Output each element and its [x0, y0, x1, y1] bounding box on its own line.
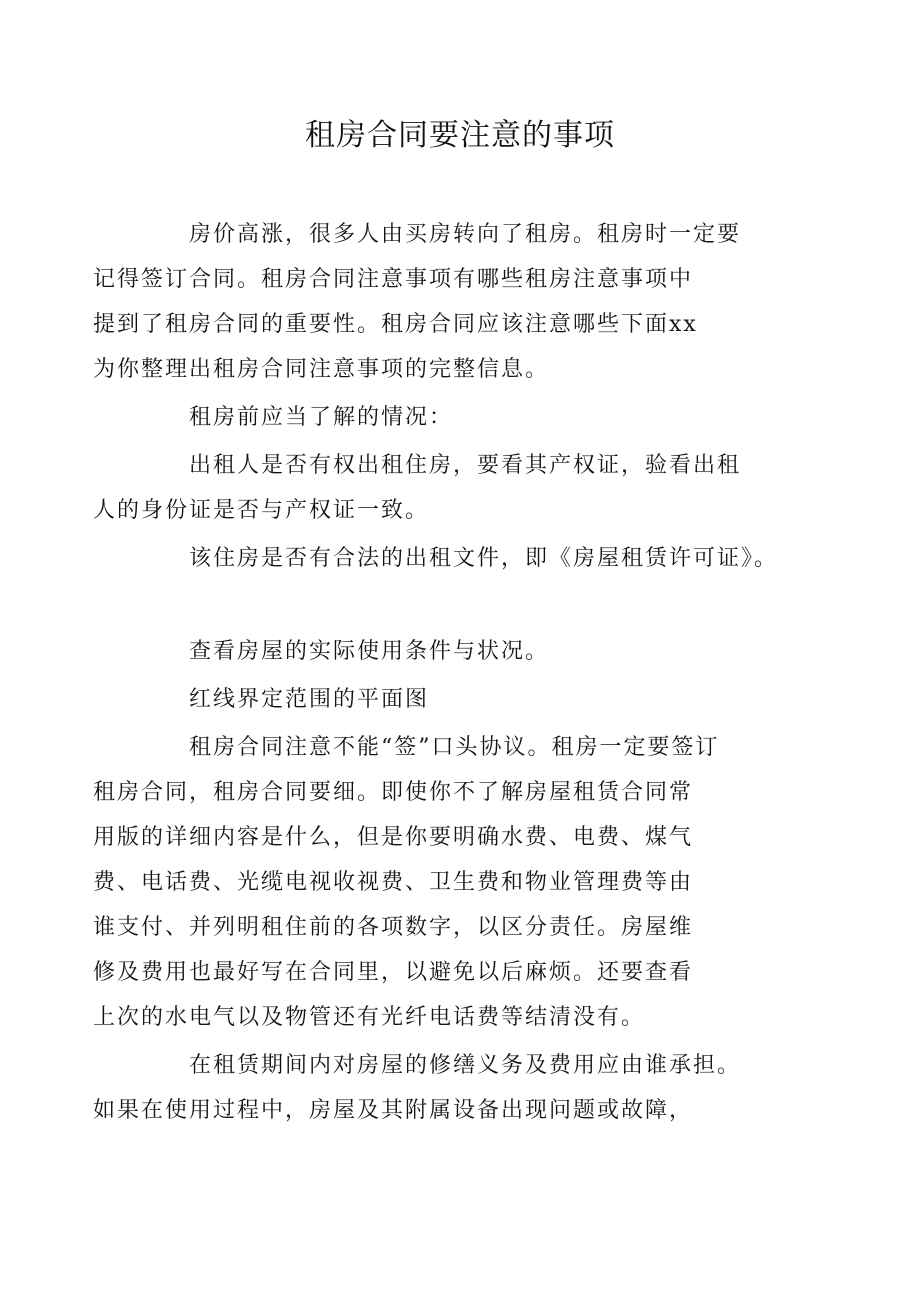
paragraph-line: 用版的详细内容是什么，但是你要明确水费、电费、煤气: [93, 825, 694, 850]
paragraph-written-contract: [93, 725, 781, 1040]
paragraph-line: 该住房是否有合法的出租文件，即《房屋租赁许可证》。: [189, 546, 779, 571]
paragraph-license: [141, 536, 781, 581]
paragraph-line: 提到了租房合同的重要性。租房合同应该注意哪些下面xx: [93, 312, 698, 337]
paragraph-line: 上次的水电气以及物管还有光纤电话费等结清没有。: [93, 1005, 646, 1030]
paragraph-before-renting: [141, 395, 781, 440]
paragraph-line: 人的身份证是否与产权证一致。: [93, 498, 430, 523]
paragraph-ownership: [93, 443, 781, 533]
paragraph-line: 为你整理出租房合同注意事项的完整信息。: [93, 357, 550, 382]
paragraph-line: 房价高涨，很多人由买房转向了租房。租房时一定要: [189, 222, 742, 247]
paragraph-line: 查看房屋的实际使用条件与状况。: [189, 639, 550, 664]
paragraph-repairs: [93, 1043, 781, 1133]
paragraph-line: 租房合同，租房合同要细。即使你不了解房屋租赁合同常: [93, 780, 694, 805]
paragraph-line: 在租赁期间内对房屋的修缮义务及费用应由谁承担。: [189, 1053, 742, 1078]
blank-line: [141, 584, 781, 629]
paragraph-line: 如果在使用过程中，房屋及其附属设备出现问题或故障，: [93, 1098, 694, 1123]
paragraph-floor-plan: [141, 677, 781, 722]
paragraph-line: 谁支付、并列明租住前的各项数字，以区分责任。房屋维: [93, 915, 694, 940]
document-body: [93, 212, 781, 1136]
paragraph-line: 修及费用也最好写在合同里，以避免以后麻烦。还要查看: [93, 960, 694, 985]
paragraph-line: 出租人是否有权出租住房，要看其产权证，验看出租: [189, 453, 742, 478]
paragraph-line: 租房前应当了解的情况：: [189, 405, 454, 430]
paragraph-intro: [93, 212, 781, 392]
paragraph-line: 红线界定范围的平面图: [189, 687, 430, 712]
document-title: 租房合同要注意的事项: [305, 118, 615, 153]
paragraph-line: 租房合同注意不能“签”口头协议。租房一定要签订: [189, 735, 720, 760]
paragraph-line: 费、电话费、光缆电视收视费、卫生费和物业管理费等由: [93, 870, 694, 895]
paragraph-condition: [141, 629, 781, 674]
paragraph-line: 记得签订合同。租房合同注意事项有哪些租房注意事项中: [93, 267, 694, 292]
